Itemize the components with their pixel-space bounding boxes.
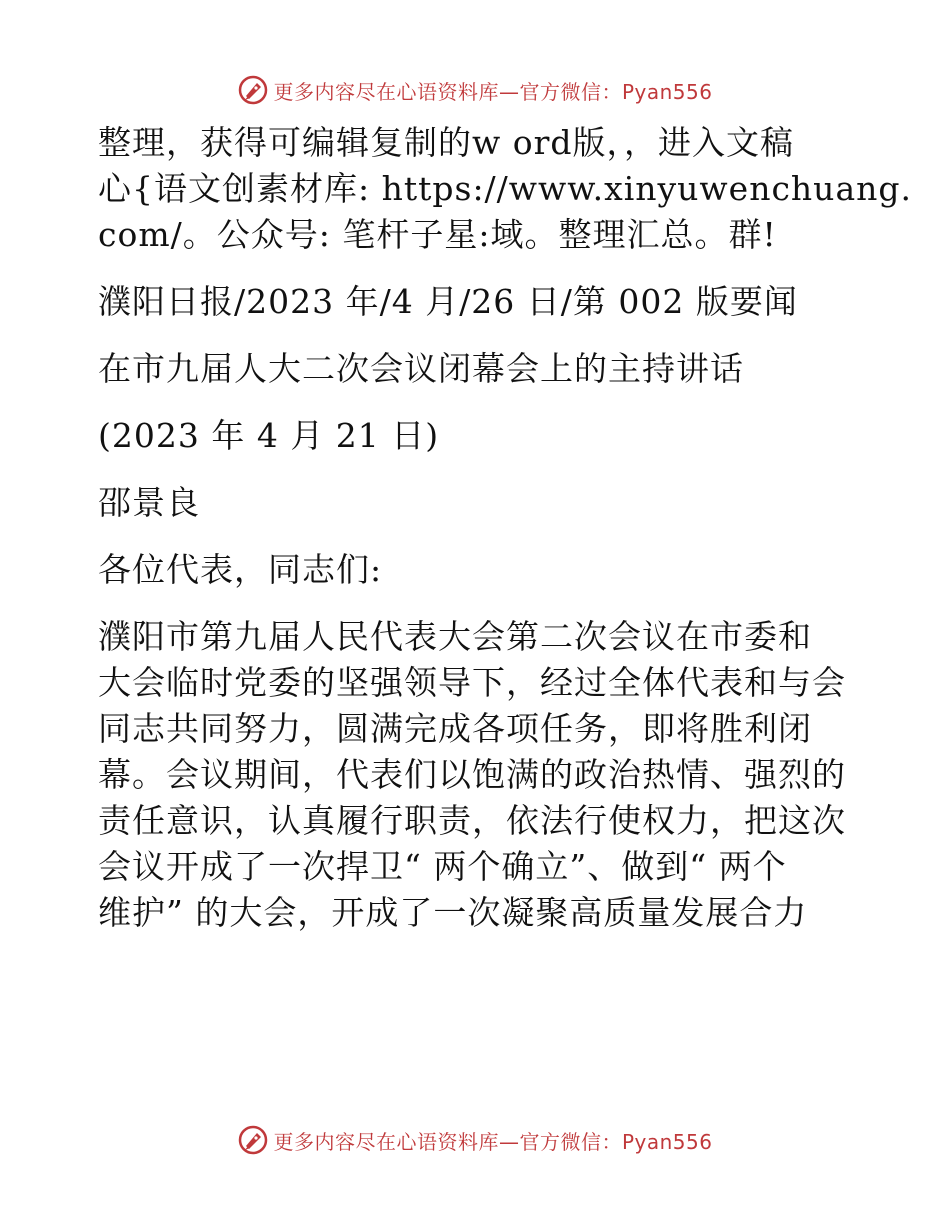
document-author: 邵景良 bbox=[98, 483, 200, 522]
watermark-text: 更多内容尽在心语资料库—官方微信：Pyan556 bbox=[273, 1129, 713, 1154]
intro-line: com/。公众号: 笔杆子星:域。整理汇总。群! bbox=[98, 215, 777, 254]
pen-nib-logo-icon bbox=[237, 1124, 269, 1156]
footer-watermark bbox=[0, 1120, 950, 1160]
intro-line: 整理，获得可编辑复制的w ord版，，进入文稿 bbox=[98, 123, 795, 162]
document-date: (2023 年 4 月 21 日) bbox=[98, 416, 440, 455]
document-title: 在市九届人大二次会议闭幕会上的主持讲话 bbox=[98, 349, 744, 388]
body-line: 大会临时党委的坚强领导下，经过全体代表和与会 bbox=[98, 663, 846, 702]
body-line: 会议开成了一次捍卫“ 两个确立”、做到“ 两个 bbox=[98, 847, 787, 886]
intro-line: 心{语文创素材库: https://www.xinyuwenchuang. bbox=[98, 169, 912, 208]
source-line: 濮阳日报/2023 年/4 月/26 日/第 002 版要闻 bbox=[98, 282, 798, 321]
body-line: 幕。会议期间，代表们以饱满的政治热情、强烈的 bbox=[98, 755, 846, 794]
watermark-text: 更多内容尽在心语资料库—官方微信：Pyan556 bbox=[273, 79, 713, 104]
pen-nib-logo-icon bbox=[237, 74, 269, 106]
body-line: 濮阳市第九届人民代表大会第二次会议在市委和 bbox=[98, 617, 812, 656]
salutation: 各位代表，同志们: bbox=[98, 550, 383, 589]
header-watermark bbox=[0, 70, 950, 110]
body-line: 责任意识，认真履行职责，依法行使权力，把这次 bbox=[98, 801, 846, 840]
document-body bbox=[98, 120, 912, 936]
body-line: 同志共同努力，圆满完成各项任务，即将胜利闭 bbox=[98, 709, 812, 748]
body-line: 维护” 的大会，开成了一次凝聚高质量发展合力 bbox=[98, 893, 808, 932]
